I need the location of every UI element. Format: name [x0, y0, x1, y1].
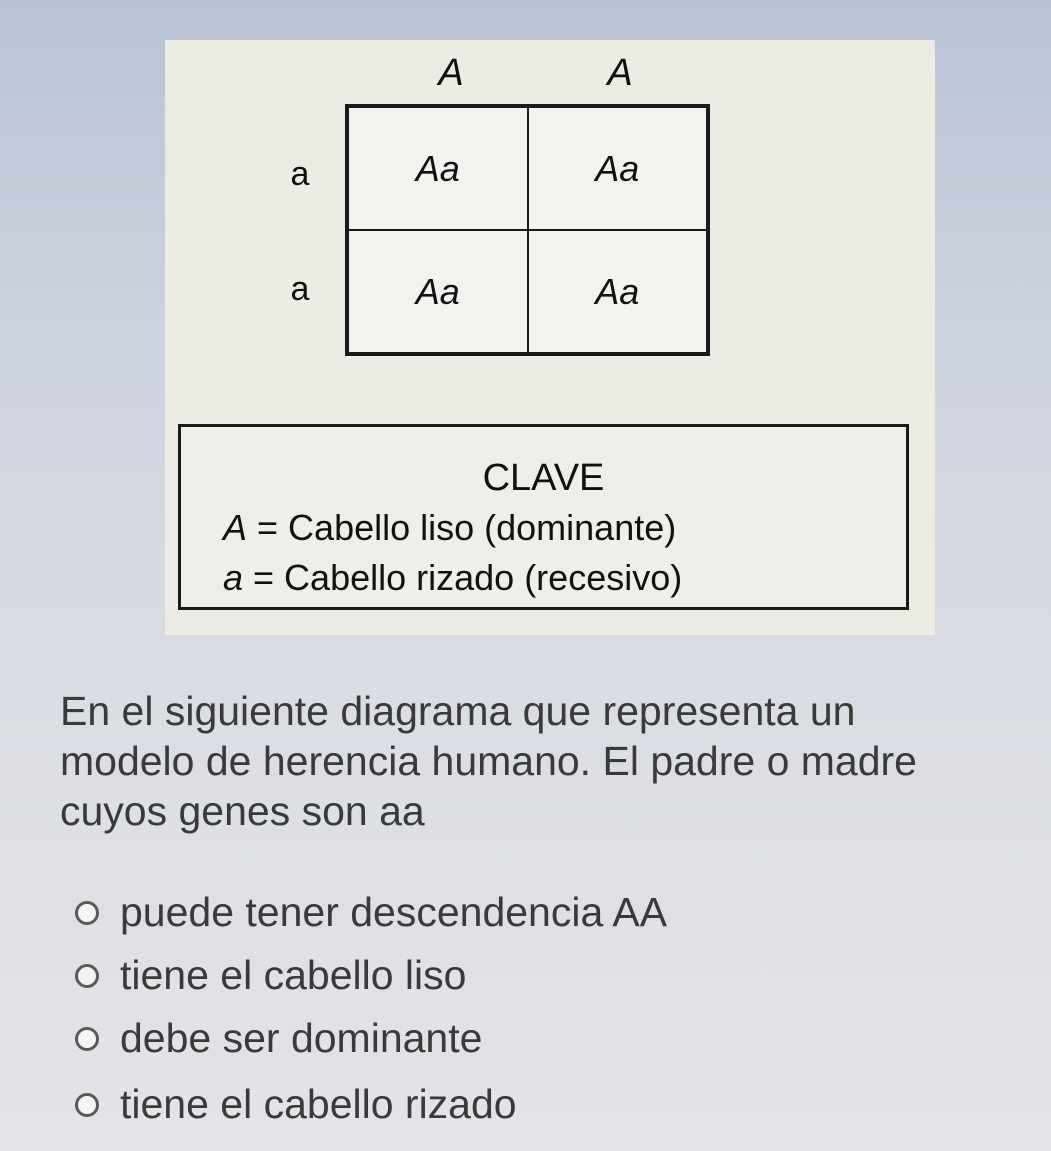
option-label[interactable]: tiene el cabello rizado	[120, 1081, 517, 1127]
punnett-square	[345, 104, 710, 356]
key-symbol: a	[223, 557, 244, 598]
radio-button[interactable]	[75, 1027, 99, 1051]
option-label[interactable]: debe ser dominante	[120, 1015, 483, 1061]
option-label[interactable]: tiene el cabello liso	[120, 952, 467, 998]
question-text: En el siguiente diagrama que representa un modelo de herencia humano. El padre o madre cuyos genes son aa	[60, 688, 917, 834]
column-allele-header: A	[607, 52, 633, 94]
punnett-cell: Aa	[348, 107, 528, 230]
punnett-cell: Aa	[528, 230, 708, 353]
radio-button[interactable]	[75, 1093, 99, 1117]
key-title: CLAVE	[482, 457, 605, 499]
row-allele-header: a	[290, 155, 310, 193]
punnett-cell: Aa	[528, 107, 708, 230]
legend-key-box	[178, 424, 909, 610]
answer-option[interactable]	[75, 889, 667, 936]
key-line-dominant	[223, 507, 676, 549]
key-symbol: A	[223, 507, 248, 548]
radio-button[interactable]	[75, 964, 99, 988]
key-description: = Cabello rizado (recesivo)	[243, 557, 683, 598]
radio-button[interactable]	[75, 901, 99, 925]
column-allele-header: A	[438, 52, 464, 94]
punnett-cell: Aa	[348, 230, 528, 353]
row-allele-header: a	[290, 270, 310, 308]
key-line-recessive	[223, 557, 682, 599]
key-description: = Cabello liso (dominante)	[247, 507, 677, 548]
answer-option[interactable]	[75, 952, 466, 999]
option-label[interactable]: puede tener descendencia AA	[120, 889, 668, 935]
answer-option[interactable]	[75, 1015, 482, 1062]
answer-option[interactable]	[75, 1081, 517, 1128]
